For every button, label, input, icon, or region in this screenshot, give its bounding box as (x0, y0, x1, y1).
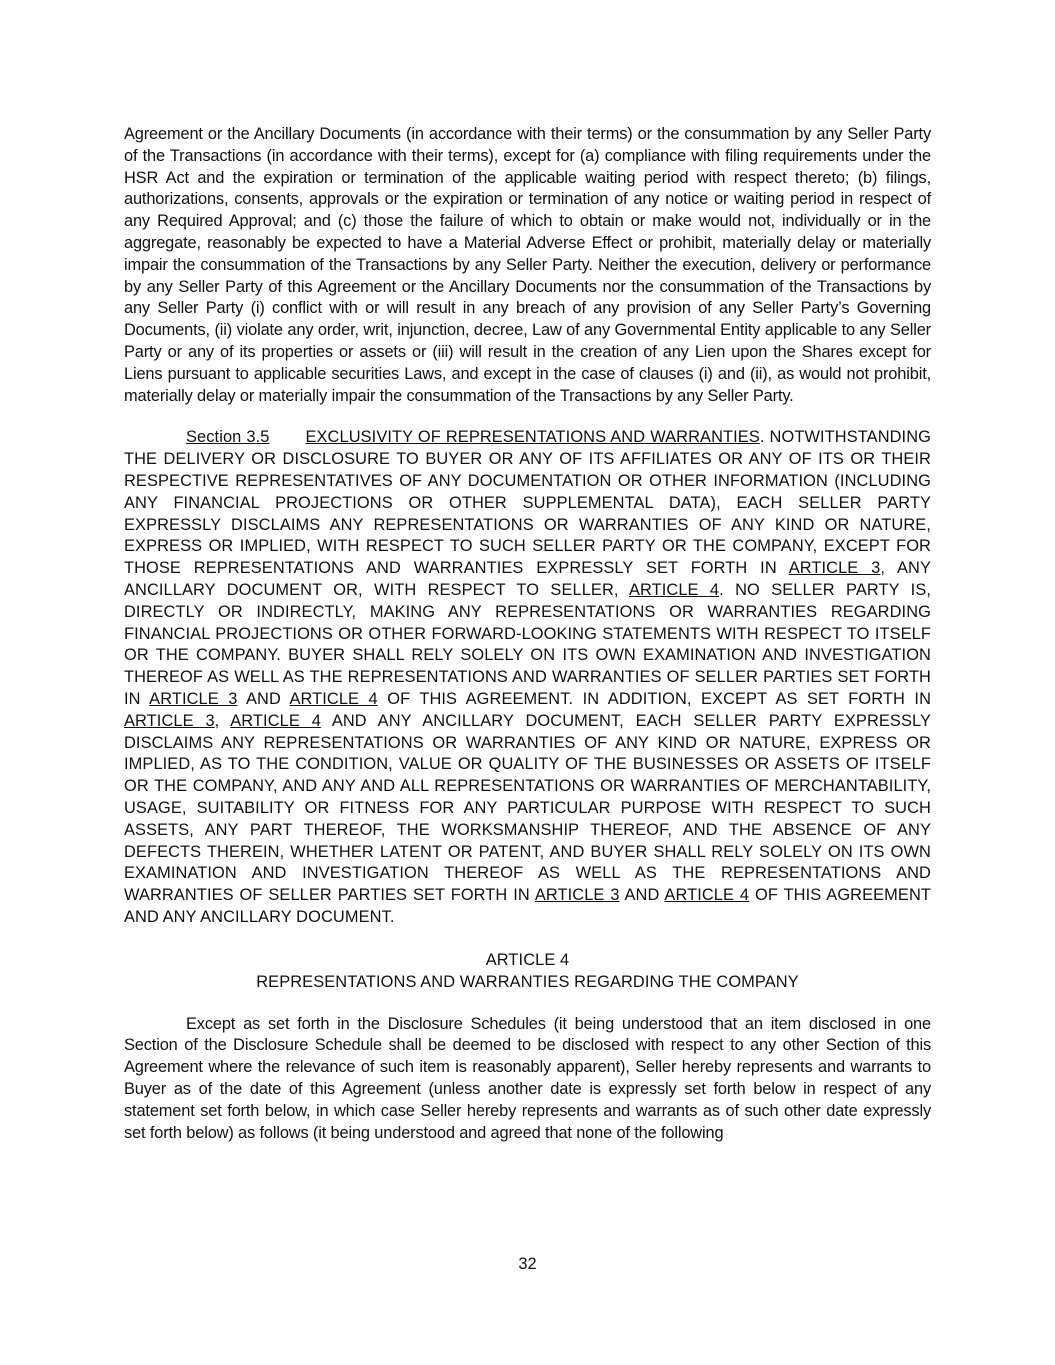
document-page (124, 124, 931, 1144)
article-reference[interactable]: ARTICLE 3 (788, 559, 881, 578)
article-reference[interactable]: ARTICLE 3 (534, 886, 620, 905)
section-text: , ANY ANCILLARY DOCUMENT OR, WITH RESPECT TO SELLER, (124, 559, 931, 599)
section-text: AND (619, 886, 665, 905)
section-text: OF THIS AGREEMENT AND ANY ANCILLARY DOCUMENT. (124, 886, 931, 926)
page-number: 32 (518, 1255, 537, 1273)
article-reference[interactable]: ARTICLE 3 (124, 711, 215, 730)
article-reference[interactable]: ARTICLE 4 (628, 580, 720, 599)
section-title-period: . (759, 428, 765, 447)
article-reference[interactable]: ARTICLE 4 (664, 886, 750, 905)
section-text: AND (237, 689, 290, 708)
article-4-intro-paragraph (124, 1014, 931, 1145)
section-text: AND ANY ANCILLARY DOCUMENT, EACH SELLER PARTY EXPRESSLY DISCLAIMS ANY REPRESENTATIONS OR WARRANTIES OF ANY KIND OR NATURE, EXPRESS OR IMPLIED, AS TO THE CONDITION, VALUE OR QUALITY OF THE BUSINESSES OR ASSETS OF ITSELF OR THE COMPANY, AND ANY AND ALL REPRESENTATIONS OR WARRANTIES OF MERCHANTABILITY, USAGE, SUITABILITY OR FITNESS FOR ANY PARTICULAR PURPOSE WITH RESPECT TO SUCH ASSETS, ANY PART THEREOF, THE WORKSMANSHIP THEREOF, AND THE ABSENCE OF ANY DEFECTS THEREIN, WHETHER LATENT OR PATENT, AND BUYER SHALL RELY SOLELY ON ITS OWN EXAMINATION AND INVESTIGATION THEREOF AS WELL AS THE REPRESENTATIONS AND WARRANTIES OF SELLER PARTIES SET FORTH IN (124, 711, 932, 905)
section-3-5-paragraph (124, 427, 931, 928)
section-text: NOTWITHSTANDING THE DELIVERY OR DISCLOSURE TO BUYER OR ANY OF ITS AFFILIATES OR ANY OF ITS OR THEIR RESPECTIVE REPRESENTATIVES OF ANY DOCUMENTATION OR OTHER INFORMATION (INCLUDING ANY FINANCIAL PROJECTIONS OR OTHER SUPPLEMENTAL DATA), EACH SELLER PARTY EXPRESSLY DISCLAIMS ANY REPRESENTATIONS OR WARRANTIES OF ANY KIND OR NATURE, EXPRESS OR IMPLIED, WITH RESPECT TO SUCH SELLER PARTY OR THE COMPANY, EXCEPT FOR THOSE REPRESENTATIONS AND WARRANTIES EXPRESSLY SET FORTH IN (124, 428, 932, 578)
article-reference[interactable]: ARTICLE 3 (149, 689, 238, 708)
article-label: ARTICLE 4 (485, 950, 570, 969)
article-reference[interactable]: ARTICLE 4 (289, 689, 378, 708)
section-text: . NO SELLER PARTY IS, DIRECTLY OR INDIRECTLY, MAKING ANY REPRESENTATIONS OR WARRANTIES REGARDING FINANCIAL PROJECTIONS OR OTHER FORWARD-LOOKING STATEMENTS WITH RESPECT TO ITSELF OR THE COMPANY. BUYER SHALL RELY SOLELY ON ITS OWN EXAMINATION AND INVESTIGATION THEREOF AS WELL AS THE REPRESENTATIONS AND WARRANTIES OF SELLER PARTIES SET FORTH IN (124, 580, 932, 708)
article-heading (124, 949, 931, 993)
section-text: OF THIS AGREEMENT. IN ADDITION, EXCEPT AS SET FORTH IN (377, 689, 931, 708)
section-text: , (214, 711, 231, 730)
article-reference[interactable]: ARTICLE 4 (230, 711, 321, 730)
section-title: EXCLUSIVITY OF REPRESENTATIONS AND WARRANTIES (305, 428, 760, 447)
section-number: Section 3.5 (186, 428, 270, 447)
article-4-intro-text: Except as set forth in the Disclosure Schedules (it being understood that an item disclosed in one Section of the Disclosure Schedule shall be deemed to be disclosed with respect to any other Section of this Agreement where the relevance of such item is reasonably apparent), Seller hereby represents and warrants to Buyer as of the date of this Agreement (unless another date is expressly set forth below in respect of any statement set forth below, in which case Seller hereby represents and warrants as of such other date expressly set forth below) as follows (it being understood and agreed that none of the following (124, 1014, 931, 1142)
paragraph-consents-no-conflict: Agreement or the Ancillary Documents (in accordance with their terms) or the consummation by any Seller Party of the Transactions (in accordance with their terms), except for (a) compliance with filing requirements under the HSR Act and the expiration or termination of the applicable waiting period with respect thereto; (b) filings, authorizations, consents, approvals or the expiration or termination of any notice or waiting period in respect of any Required Approval; and (c) those the failure of which to obtain or make would not, individually or in the aggregate, reasonably be expected to have a Material Adverse Effect or prohibit, materially delay or materially impair the consummation of the Transactions by any Seller Party. Neither the execution, delivery or performance by any Seller Party of this Agreement or the Ancillary Documents nor the consummation of the Transactions by any Seller Party (i) conflict with or will result in any breach of any provision of any Seller Party’s Governing Documents, (ii) violate any order, writ, injunction, decree, Law of any Governmental Entity applicable to any Seller Party or any of its properties or assets or (iii) will result in the creation of any Lien upon the Shares except for Liens pursuant to applicable securities Laws, and except in the case of clauses (i) and (ii), as would not prohibit, materially delay or materially impair the consummation of the Transactions by any Seller Party. (124, 125, 931, 405)
article-title: REPRESENTATIONS AND WARRANTIES REGARDING THE COMPANY (256, 972, 799, 991)
